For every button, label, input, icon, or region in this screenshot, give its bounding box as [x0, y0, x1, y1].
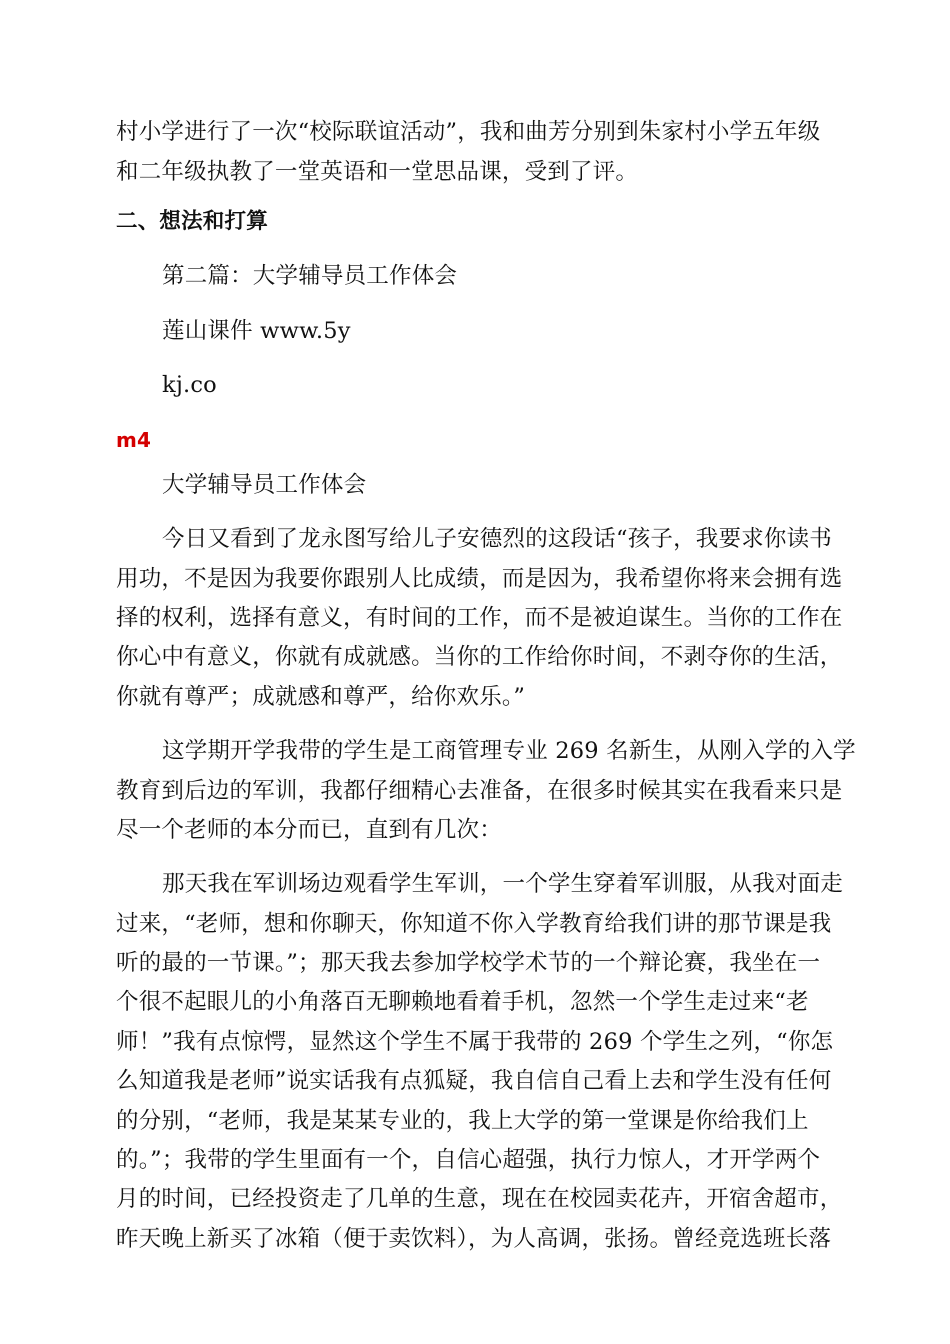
paragraph-line: 月的时间，已经投资走了几单的生意，现在在校园卖花卉，开宿舍超市，	[116, 1186, 843, 1212]
red-mark-label: m4	[116, 428, 152, 452]
paragraph-line: 过来，“老师，想和你聊天，你知道不你入学教育给我们讲的那节课是我	[116, 911, 832, 937]
paragraph-line: 你心中有意义，你就有成就感。当你的工作给你时间，不剥夺你的生活，	[116, 644, 843, 670]
paragraph-line: 那天我在军训场边观看学生军训，一个学生穿着军训服，从我对面走	[162, 871, 844, 897]
article-title: 大学辅导员工作体会	[162, 472, 367, 498]
paragraph-line: 的分别，“老师，我是某某专业的，我上大学的第一堂课是你给我们上	[116, 1108, 809, 1134]
paragraph-line: 今日又看到了龙永图写给儿子安德烈的这段话“孩子，我要求你读书	[162, 526, 833, 552]
paragraph-line: 教育到后边的军训，我都仔细精心去准备，在很多时候其实在我看来只是	[116, 778, 843, 804]
section-heading: 二、想法和打算	[116, 209, 268, 234]
paragraph-line: 听的最的一节课。”；那天我去参加学校学术节的一个辩论赛，我坐在一	[116, 950, 821, 976]
source-line: kj.co	[162, 372, 217, 398]
body-text-line: 和二年级执教了一堂英语和一堂思品课，受到了评。	[116, 159, 639, 185]
paragraph-line: 这学期开学我带的学生是工商管理专业 269 名新生，从刚入学的入学	[162, 738, 856, 764]
paragraph-line: 你就有尊严；成就感和尊严，给你欢乐。”	[116, 684, 526, 710]
paragraph-line: 个很不起眼儿的小角落百无聊赖地看着手机，忽然一个学生走过来“老	[116, 989, 809, 1015]
paragraph-line: 用功，不是因为我要你跟别人比成绩，而是因为，我希望你将来会拥有选	[116, 566, 843, 592]
paragraph-line: 的。”；我带的学生里面有一个，自信心超强，执行力惊人，才开学两个	[116, 1147, 821, 1173]
paragraph-line: 尽一个老师的本分而已，直到有几次：	[116, 817, 502, 843]
paragraph-line: 昨天晚上新买了冰箱（便于卖饮料），为人高调，张扬。曾经竞选班长落	[116, 1226, 832, 1252]
body-text-line: 村小学进行了一次“校际联谊活动”，我和曲芳分别到朱家村小学五年级	[116, 119, 821, 145]
chapter-title: 第二篇：大学辅导员工作体会	[162, 263, 458, 289]
paragraph-line: 么知道我是老师”说实话我有点狐疑，我自信自己看上去和学生没有任何	[116, 1068, 832, 1094]
paragraph-line: 择的权利，选择有意义，有时间的工作，而不是被迫谋生。当你的工作在	[116, 605, 843, 631]
paragraph-line: 师！”我有点惊愕，显然这个学生不属于我带的 269 个学生之列，“你怎	[116, 1029, 834, 1055]
source-line: 莲山课件 www.5y	[162, 318, 351, 344]
